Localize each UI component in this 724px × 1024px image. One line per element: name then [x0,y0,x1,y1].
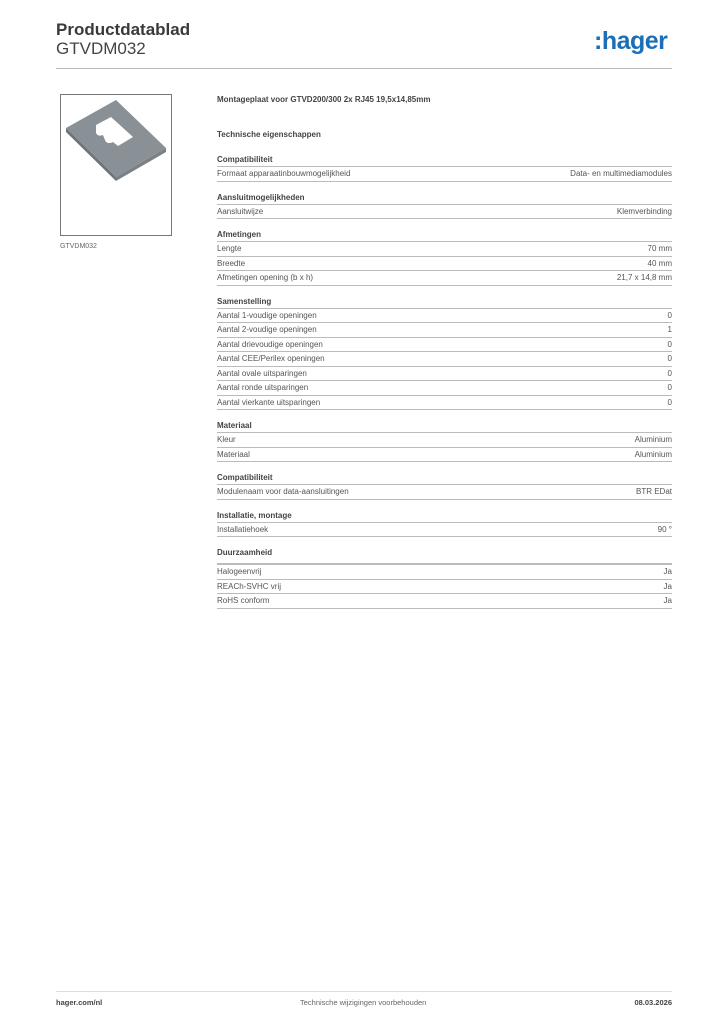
spec-section [217,153,672,182]
spec-value: Aluminium [634,449,672,459]
spec-section [217,295,672,411]
spec-value: 90 ° [657,524,672,534]
footer-divider [56,991,672,992]
spec-value: 70 mm [647,244,672,253]
product-code: GTVDM032 [56,39,146,58]
spec-value: Ja [663,596,672,605]
header-divider [56,68,672,69]
spec-section [217,419,672,462]
spec-label: Materiaal [217,449,250,459]
section-title: Compatibiliteit [217,153,672,167]
logo-text: :hager [594,27,668,55]
spec-label: Formaat apparaatinbouwmogelijkheid [217,169,351,178]
spec-row [217,309,672,324]
spec-value: Aluminium [634,435,672,444]
spec-row [217,433,672,448]
footer-date: 08.03.2026 [634,998,672,1007]
section-title: Compatibiliteit [217,471,672,485]
spec-row [217,396,672,411]
spec-value: 0 [667,310,672,320]
spec-label: Lengte [217,244,242,253]
spec-value: BTR EDat [635,487,672,496]
spec-value: 0 [667,383,672,392]
spec-row [217,338,672,353]
spec-row [217,367,672,382]
spec-section [217,546,672,609]
page-title: Productdatablad [56,20,191,39]
spec-row [217,523,672,538]
section-title: Samenstelling [217,295,672,309]
image-caption: GTVDM032 [60,243,97,250]
spec-sections [217,153,672,609]
spec-label: Breedte [217,258,246,268]
spec-label: Aantal 1-voudige openingen [217,310,317,320]
spec-value: 21,7 x 14,8 mm [616,273,672,282]
footer-website[interactable]: hager.com/nl [56,998,103,1007]
footer-disclaimer: Technische wijzigingen voorbehouden [300,998,427,1007]
spec-label: Aantal vierkante uitsparingen [217,397,321,407]
spec-value: 0 [667,368,672,378]
spec-row [217,448,672,463]
spec-row [217,257,672,272]
product-image [60,94,172,236]
spec-row [217,381,672,396]
technical-properties-title: Technische eigenschappen [217,130,321,139]
mounting-plate-image [61,95,171,235]
spec-row [217,565,672,580]
spec-row [217,167,672,182]
spec-section [217,228,672,286]
spec-row [217,485,672,500]
spec-value: Klemverbinding [616,206,672,216]
product-description: Montageplaat voor GTVD200/300 2x RJ45 19,5x14,85mm [217,95,431,104]
spec-section [217,509,672,538]
spec-row [217,242,672,257]
hager-logo [594,27,667,56]
product-content [217,93,672,609]
spec-value: 40 mm [647,258,672,268]
spec-label: Aansluitwijze [217,206,264,216]
spec-row [217,594,672,609]
spec-row [217,580,672,595]
spec-value: Ja [663,581,672,591]
spec-value: 0 [667,354,672,363]
spec-row [217,323,672,338]
spec-row [217,271,672,286]
section-title: Afmetingen [217,228,672,242]
section-title: Materiaal [217,419,672,433]
spec-label: Modulenaam voor data-aansluitingen [217,487,349,496]
spec-label: Aantal CEE/Perilex openingen [217,354,325,363]
spec-label: Aantal drievoudige openingen [217,339,323,349]
spec-section [217,471,672,500]
spec-label: Aantal ovale uitsparingen [217,368,307,378]
spec-label: RoHS conform [217,596,270,605]
spec-section [217,191,672,220]
spec-row [217,352,672,367]
section-title: Duurzaamheid [217,546,672,565]
section-title: Aansluitmogelijkheden [217,191,672,205]
spec-value: 1 [667,325,672,334]
spec-value: 0 [667,339,672,349]
spec-value: Ja [663,567,672,576]
spec-value: Data- en multimediamodules [570,169,672,178]
section-title: Installatie, montage [217,509,672,523]
spec-label: Kleur [217,435,236,444]
spec-label: REACh-SVHC vrij [217,581,282,591]
spec-label: Afmetingen opening (b x h) [217,273,314,282]
spec-value: 0 [667,397,672,407]
spec-label: Installatiehoek [217,524,269,534]
spec-label: Aantal 2-voudige openingen [217,325,317,334]
spec-label: Aantal ronde uitsparingen [217,383,309,392]
spec-label: Halogeenvrij [217,567,262,576]
spec-row [217,205,672,220]
